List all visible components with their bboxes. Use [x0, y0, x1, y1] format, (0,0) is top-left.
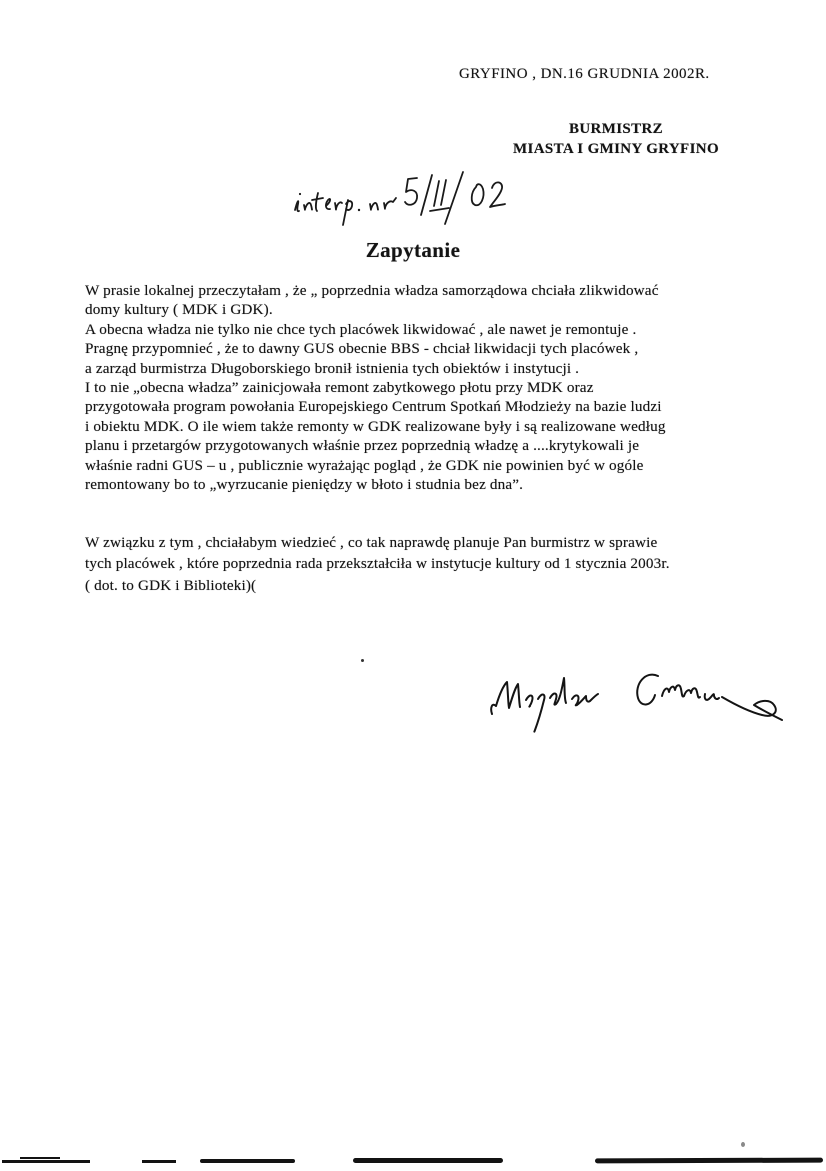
- scan-artifact: [200, 1159, 295, 1163]
- text-line: przygotowała program powołania Europejskiego Centrum Spotkań Młodzieży na bazie ludzi: [85, 398, 662, 416]
- scan-artifact: [595, 1158, 823, 1164]
- text-line: domy kultury ( MDK i GDK).: [85, 301, 273, 319]
- scan-artifact: [20, 1157, 60, 1159]
- scan-speck: [361, 659, 364, 662]
- text-line: właśnie radni GUS – u , publicznie wyrażając pogląd , że GDK nie powinien być w ogóle: [85, 456, 644, 474]
- text-line: W prasie lokalnej przeczytałam , że „ poprzednia władza samorządowa chciała zlikwidować: [85, 282, 659, 299]
- scan-speck: [741, 1142, 745, 1147]
- recipient-subtitle: MIASTA I GMINY GRYFINO: [513, 141, 719, 157]
- text-line: Pragnę przypomnieć , że to dawny GUS obecnie BBS - chciał likwidacji tych placówek ,: [85, 340, 639, 358]
- text-line: W związku z tym , chciałabym wiedzieć , co tak naprawdę planuje Pan burmistrz w sprawie: [85, 534, 658, 551]
- recipient-title: BURMISTRZ: [569, 121, 663, 137]
- scan-artifact: [2, 1160, 90, 1163]
- text-line: A obecna władza nie tylko nie chce tych placówek likwidować , ale nawet je remontuje .: [85, 320, 637, 338]
- text-line: remontowany bo to „wyrzucanie pieniędzy w błoto i studnia bez dna”.: [85, 476, 524, 494]
- text-line: I to nie „obecna władza” zainicjowała remont zabytkowego płotu przy MDK oraz: [85, 379, 594, 397]
- handwritten-signature: [486, 650, 786, 740]
- text-line: i obiektu MDK. O ile wiem także remonty w GDK realizowane były i są realizowane według: [85, 417, 666, 435]
- recipient-block: [495, 119, 737, 159]
- document-title: Zapytanie: [365, 238, 461, 262]
- scan-artifact: [353, 1158, 503, 1163]
- handwritten-annotation: [286, 167, 531, 232]
- text-line: planu i przetargów przygotowanych właśnie przez poprzednią władzę a ....krytykowali je: [85, 437, 640, 455]
- paragraph-1: [85, 281, 765, 494]
- scan-artifact: [142, 1160, 176, 1163]
- text-line: a zarząd burmistrza Długoborskiego bronił istnienia tych obiektów i instytucji .: [85, 359, 580, 377]
- text-line: tych placówek , które poprzednia rada przekształciła w instytucje kultury od 1 stycznia 2003r.: [85, 555, 670, 573]
- text-line: ( dot. to GDK i Biblioteki)(: [85, 576, 257, 594]
- date-line: GRYFINO , DN.16 GRUDNIA 2002R.: [459, 66, 710, 82]
- paragraph-2: [85, 532, 765, 596]
